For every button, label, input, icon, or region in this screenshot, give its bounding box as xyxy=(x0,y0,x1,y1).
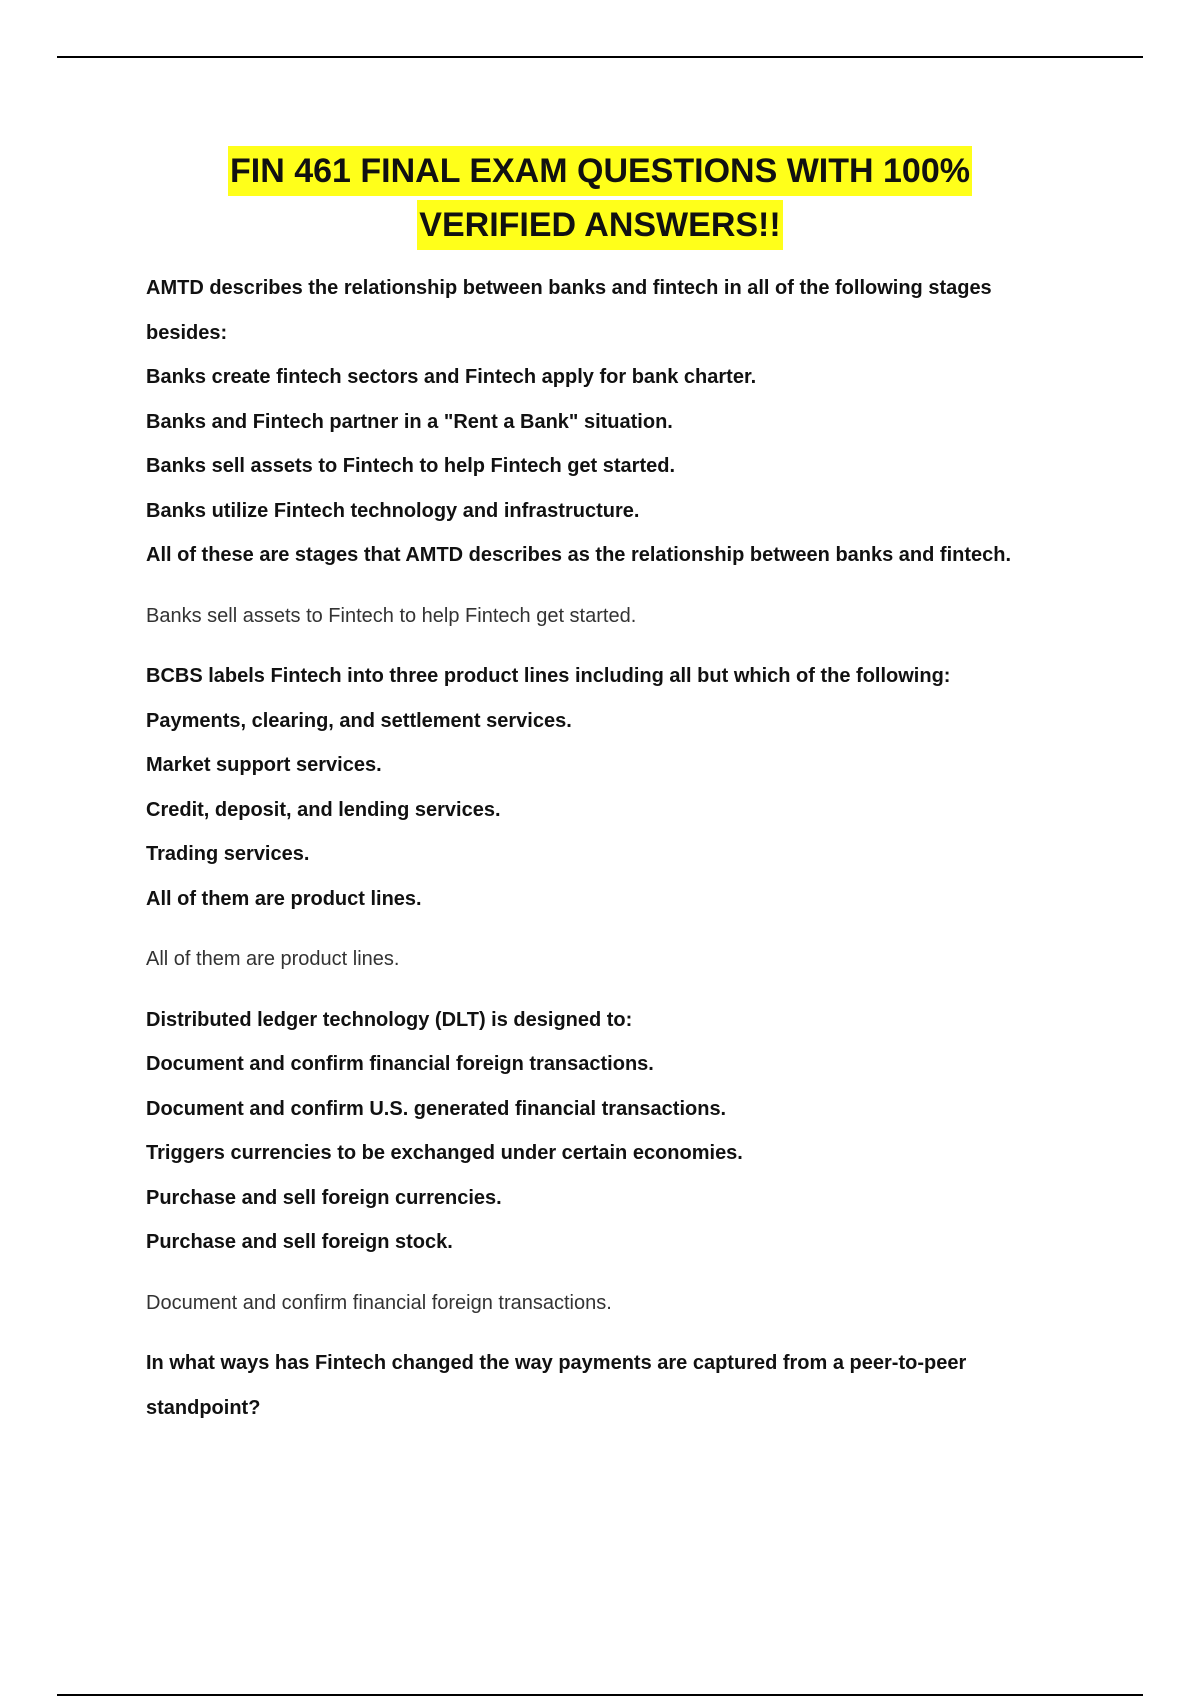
title-line-2: VERIFIED ANSWERS!! xyxy=(417,200,782,250)
answer-text: All of them are product lines. xyxy=(146,948,400,970)
answer-text: Banks sell assets to Fintech to help Fintech get started. xyxy=(146,604,637,627)
option-4: Trading services. xyxy=(146,843,310,865)
option-1: Payments, clearing, and settlement services. xyxy=(146,709,572,732)
top-rule xyxy=(57,56,1143,58)
title-line-1: FIN 461 FINAL EXAM QUESTIONS WITH 100% xyxy=(228,146,972,196)
document-title xyxy=(0,146,1200,254)
option-1: Banks create fintech sectors and Fintech apply for bank charter. xyxy=(146,366,757,388)
option-2: Banks and Fintech partner in a "Rent a Bank" situation. xyxy=(146,410,673,433)
option-5: Purchase and sell foreign stock. xyxy=(146,1231,453,1253)
question-text: Distributed ledger technology (DLT) is designed to: xyxy=(146,1008,633,1031)
option-2: Document and confirm U.S. generated financial transactions. xyxy=(146,1097,727,1120)
option-2: Market support services. xyxy=(146,754,382,776)
document-body xyxy=(146,266,1076,1430)
question-text: AMTD describes the relationship between banks and fintech in all of the following stages xyxy=(146,277,992,299)
question-text-continued: besides: xyxy=(146,321,228,344)
answer-text: Document and confirm financial foreign transactions. xyxy=(146,1291,612,1314)
option-5: All of these are stages that AMTD describes as the relationship between banks and fintech. xyxy=(146,544,1012,566)
question-text: BCBS labels Fintech into three product lines including all but which of the following: xyxy=(146,665,951,687)
option-4: Purchase and sell foreign currencies. xyxy=(146,1186,502,1209)
option-3: Credit, deposit, and lending services. xyxy=(146,798,501,821)
bottom-rule xyxy=(57,1694,1143,1696)
question-text: In what ways has Fintech changed the way payments are captured from a peer-to-peer xyxy=(146,1352,967,1374)
option-5: All of them are product lines. xyxy=(146,887,422,910)
question-block-3 xyxy=(146,998,1076,1326)
question-block-4 xyxy=(146,1341,1076,1430)
option-4: Banks utilize Fintech technology and infrastructure. xyxy=(146,499,640,522)
option-3: Triggers currencies to be exchanged under certain economies. xyxy=(146,1142,743,1164)
option-1: Document and confirm financial foreign transactions. xyxy=(146,1053,654,1075)
option-3: Banks sell assets to Fintech to help Fintech get started. xyxy=(146,455,676,477)
question-text-continued: standpoint? xyxy=(146,1396,261,1419)
question-block-2 xyxy=(146,654,1076,982)
question-block-1 xyxy=(146,266,1076,638)
